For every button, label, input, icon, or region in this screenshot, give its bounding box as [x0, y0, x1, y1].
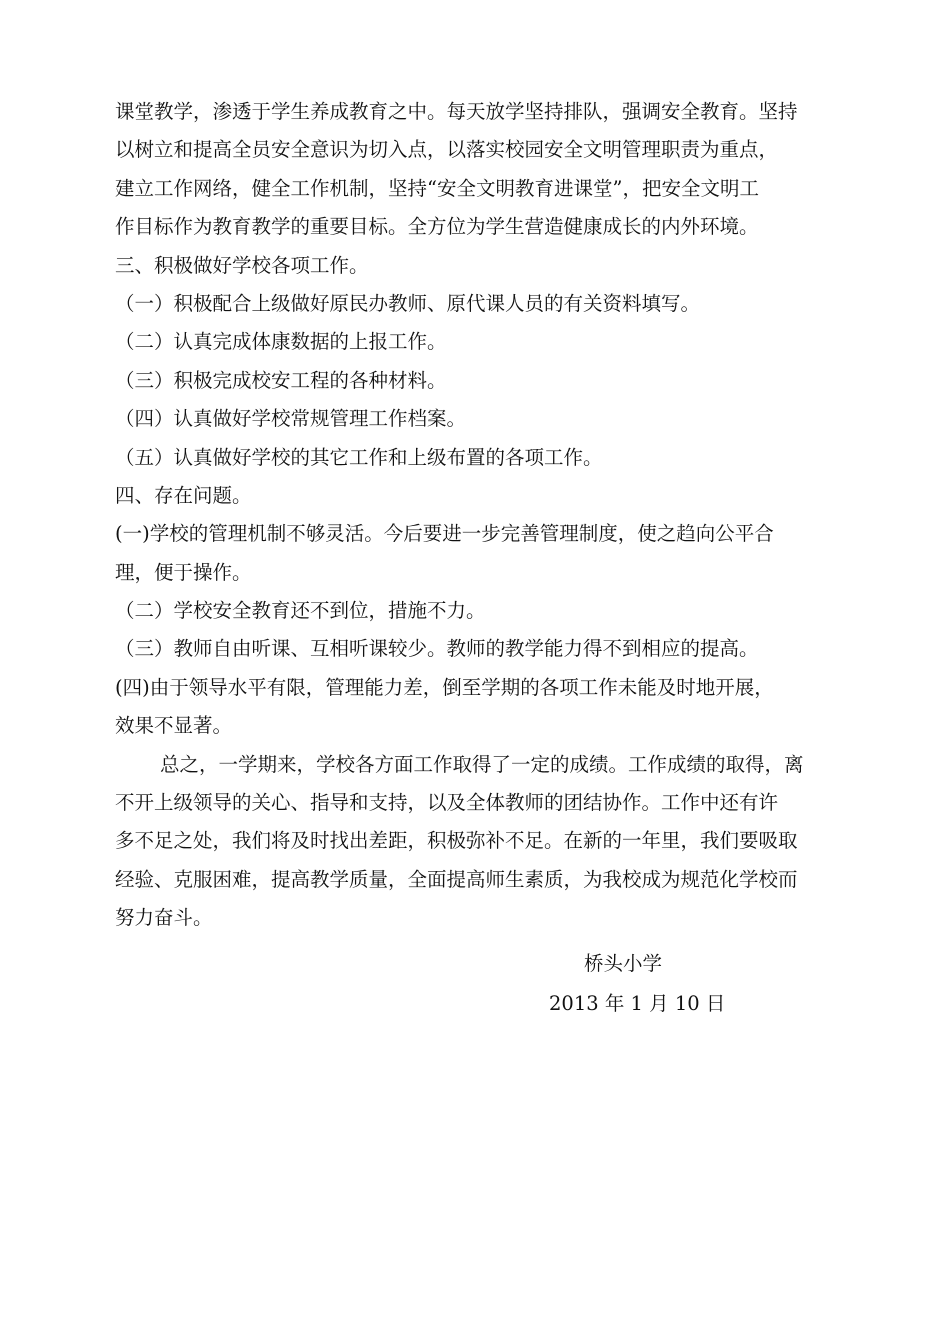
list-item: (一)学校的管理机制不够灵活。今后要进一步完善管理制度，使之趋向公平合 [115, 522, 774, 546]
body-line: 以树立和提高全员安全意识为切入点，以落实校园安全文明管理职责为重点， [115, 138, 779, 162]
document-body [115, 93, 860, 938]
list-item: （一）积极配合上级做好原民办教师、原代课人员的有关资料填写。 [115, 291, 701, 315]
section-heading: 四、存在问题。 [115, 483, 252, 507]
body-line: 建立工作网络，健全工作机制，坚持“安全文明教育进课堂”，把安全文明工 [115, 176, 759, 200]
list-item-continuation: 理，便于操作。 [115, 560, 252, 584]
section-heading: 三、积极做好学校各项工作。 [115, 253, 369, 277]
signature-school: 桥头小学 [584, 952, 663, 975]
body-line: 作目标作为教育教学的重要目标。全方位为学生营造健康成长的内外环境。 [115, 215, 759, 239]
body-line: 课堂教学，渗透于学生养成教育之中。每天放学坚持排队，强调安全教育。坚持 [115, 100, 798, 123]
summary-paragraph-line: 总之，一学期来，学校各方面工作取得了一定的成绩。工作成绩的取得，离 [160, 752, 804, 776]
list-item: （二）学校安全教育还不到位，措施不力。 [115, 599, 486, 623]
summary-paragraph-line: 努力奋斗。 [115, 906, 213, 930]
signature-date: 2013 年 1 月 10 日 [549, 992, 726, 1015]
list-item: （二）认真完成体康数据的上报工作。 [115, 330, 447, 354]
list-item: (四)由于领导水平有限，管理能力差，倒至学期的各项工作未能及时地开展， [115, 675, 774, 699]
summary-paragraph-line: 多不足之处，我们将及时找出差距，积极弥补不足。在新的一年里，我们要吸取 [115, 829, 798, 853]
summary-paragraph-line: 经验、克服困难，提高教学质量，全面提高师生素质，为我校成为规范化学校而 [115, 867, 798, 891]
list-item: （四）认真做好学校常规管理工作档案。 [115, 407, 467, 431]
summary-paragraph-line: 不开上级领导的关心、指导和支持，以及全体教师的团结协作。工作中还有许 [115, 791, 779, 815]
list-item: （三）教师自由听课、互相听课较少。教师的教学能力得不到相应的提高。 [115, 637, 759, 661]
list-item: （三）积极完成校安工程的各种材料。 [115, 368, 447, 392]
list-item: （五）认真做好学校的其它工作和上级布置的各项工作。 [115, 445, 603, 469]
list-item-continuation: 效果不显著。 [115, 714, 233, 738]
